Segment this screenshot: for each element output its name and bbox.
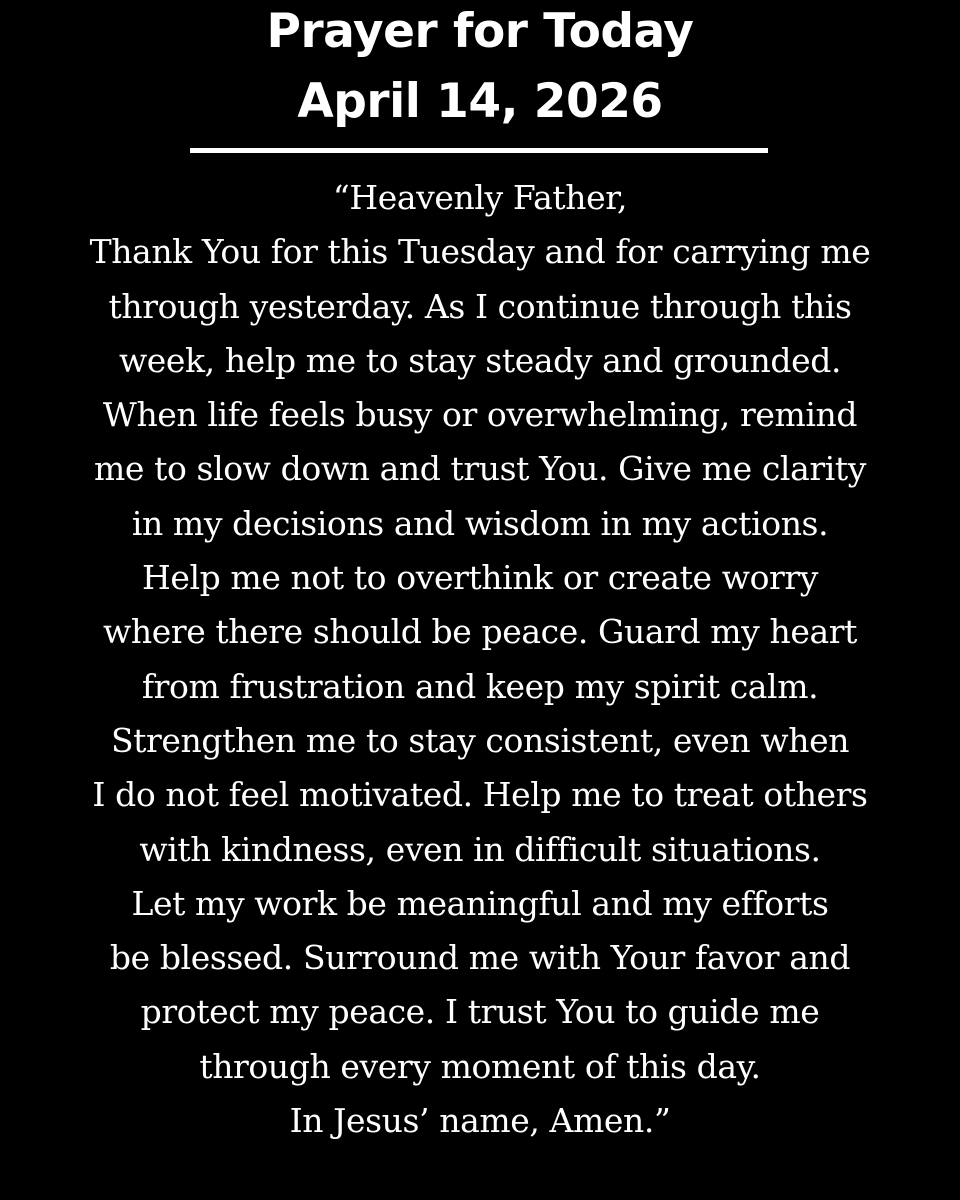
page-title: Prayer for Today xyxy=(266,4,694,59)
prayer-text xyxy=(0,171,960,1148)
prayer-line: protect my peace. I trust You to guide me xyxy=(140,992,820,1032)
prayer-line: In Jesus’ name, Amen.” xyxy=(289,1101,671,1141)
prayer-line: from frustration and keep my spirit calm. xyxy=(141,666,819,706)
divider xyxy=(190,148,768,153)
prayer-line: When life feels busy or overwhelming, remind xyxy=(102,395,858,435)
prayer-line: I do not feel motivated. Help me to treat others xyxy=(92,775,868,815)
prayer-line: Help me not to overthink or create worry xyxy=(141,558,819,598)
prayer-line: where there should be peace. Guard my heart xyxy=(103,612,857,652)
prayer-line: Thank You for this Tuesday and for carrying me xyxy=(89,232,871,272)
prayer-line: in my decisions and wisdom in my actions. xyxy=(131,503,829,543)
prayer-line: me to slow down and trust You. Give me clarity xyxy=(94,449,866,489)
prayer-line: “Heavenly Father, xyxy=(332,178,628,217)
prayer-line: Let my work be meaningful and my efforts xyxy=(131,883,829,923)
prayer-line: through every moment of this day. xyxy=(199,1046,761,1086)
prayer-line: with kindness, even in difficult situations. xyxy=(139,829,821,869)
prayer-line: Strengthen me to stay consistent, even when xyxy=(110,720,850,760)
prayer-line: be blessed. Surround me with Your favor and xyxy=(109,938,851,978)
prayer-line: through yesterday. As I continue through this xyxy=(108,286,852,326)
date-heading: April 14, 2026 xyxy=(297,74,663,129)
prayer-line: week, help me to stay steady and grounded. xyxy=(118,340,842,380)
